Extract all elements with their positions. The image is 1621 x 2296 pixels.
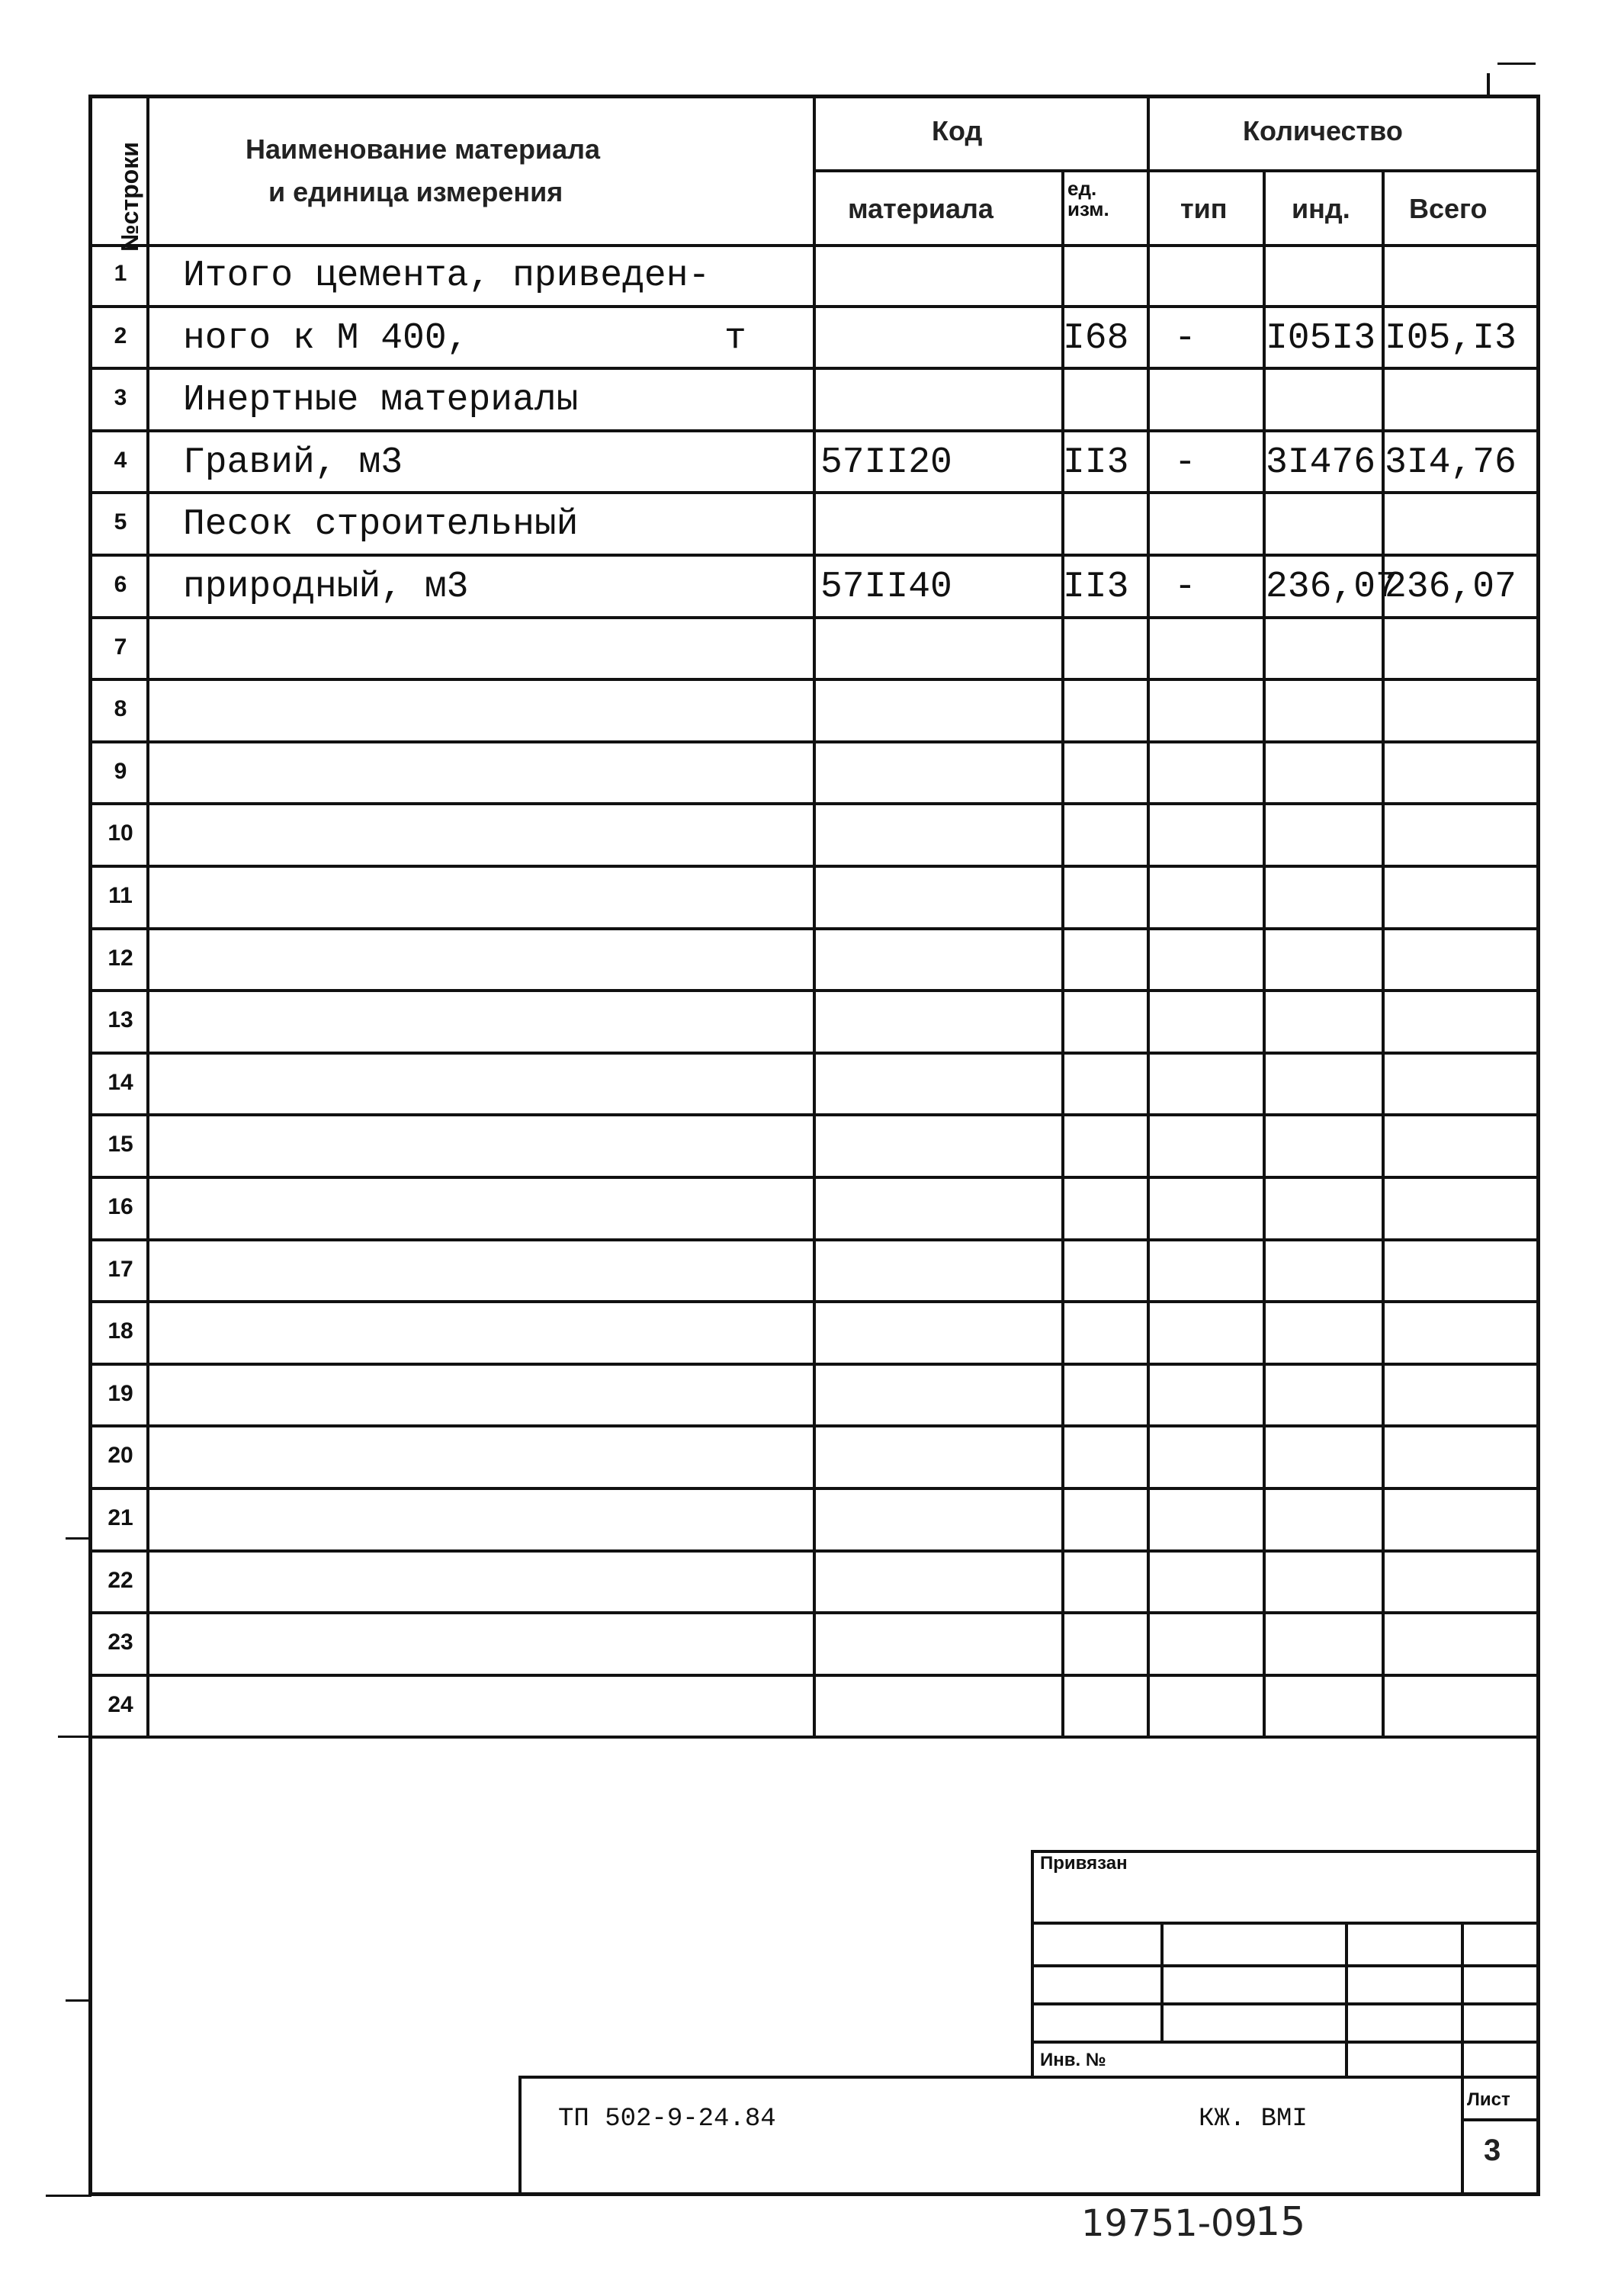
inventory-number-label: Инв. № [1040, 2050, 1106, 2070]
corner-mark [1487, 73, 1490, 95]
column-line [1061, 169, 1064, 1737]
column-line [1382, 169, 1385, 1737]
quantity-type-header: тип [1180, 193, 1228, 224]
unit-code: I68 [1063, 317, 1129, 359]
row-number: 22 [108, 1567, 133, 1593]
quantity-ind-header: инд. [1292, 193, 1350, 224]
corner-mark [1497, 63, 1536, 65]
quantity-type: - [1174, 442, 1196, 483]
material-code: 57II40 [820, 567, 952, 608]
stamp-line [1345, 1922, 1348, 2076]
unit-code: II3 [1063, 567, 1129, 608]
row-number: 10 [108, 820, 133, 846]
row-number: 5 [114, 509, 127, 535]
name-header-line2: и единица измерения [268, 176, 563, 207]
unit-code: II3 [1063, 442, 1129, 483]
column-line [146, 95, 149, 1737]
row-number: 18 [108, 1318, 133, 1344]
row-number: 16 [108, 1194, 133, 1219]
quantity-total: 3I4,76 [1385, 442, 1517, 483]
unit-suffix: т [724, 317, 746, 359]
row-number: 23 [108, 1630, 133, 1655]
row-number: 4 [114, 447, 127, 473]
row-number: 12 [108, 945, 133, 971]
material-name: природный, м3 [183, 567, 469, 608]
row-number: 19 [108, 1380, 133, 1406]
quantity-group-header: Количество [1243, 115, 1403, 146]
code-group-header: Код [932, 115, 983, 146]
document-mark: КЖ. ВМI [1199, 2105, 1308, 2134]
row-number: 13 [108, 1007, 133, 1033]
row-number: 15 [108, 1132, 133, 1158]
row-number: 9 [114, 758, 127, 784]
quantity-total-header: Всего [1409, 193, 1488, 224]
quantity-ind: I05I3 [1266, 317, 1376, 359]
margin-tick [66, 1537, 91, 1540]
row-number: 20 [108, 1443, 133, 1469]
stamp-line [1160, 1922, 1164, 2041]
row-number: 17 [108, 1256, 133, 1282]
code-material-header: материала [848, 193, 993, 224]
document-code: ТП 502-9-24.84 [558, 2105, 776, 2134]
attached-label: Привязан [1040, 1853, 1128, 1874]
column-line [813, 95, 816, 1737]
archive-number: 19751-09 [1081, 2202, 1258, 2245]
material-name: Итого цемента, приведен- [183, 255, 711, 297]
row-number: 14 [108, 1069, 133, 1095]
quantity-total: I05,I3 [1385, 317, 1517, 359]
row-number: 2 [114, 323, 127, 348]
quantity-total: 236,07 [1385, 567, 1517, 608]
column-line [1263, 169, 1266, 1737]
margin-tick [46, 2195, 91, 2197]
row-number: 6 [114, 572, 127, 597]
quantity-type: - [1174, 317, 1196, 359]
stamp-line [1031, 1850, 1034, 2076]
stamp-rule [1461, 2118, 1540, 2121]
quantity-type: - [1174, 567, 1196, 608]
sheet-label: Лист [1467, 2089, 1510, 2110]
material-name: Гравий, м3 [183, 442, 403, 483]
quantity-ind: 236,07 [1266, 567, 1398, 608]
row-number: 21 [108, 1505, 133, 1530]
row-number: 7 [114, 634, 127, 660]
header-divider [813, 169, 1540, 172]
stamp-line [1461, 1922, 1464, 2193]
material-code: 57II20 [820, 442, 952, 483]
row-number: 3 [114, 385, 127, 411]
row-number-header: №строки [116, 142, 143, 252]
row-number: 24 [108, 1691, 133, 1717]
quantity-ind: 3I476 [1266, 442, 1376, 483]
margin-tick [58, 1736, 91, 1738]
material-name: ного к М 400, [183, 317, 469, 359]
material-name: Песок строительный [183, 504, 579, 546]
row-number: 8 [114, 696, 127, 722]
stamp-line [518, 2076, 522, 2193]
name-header-line1: Наименование материала [246, 133, 600, 165]
column-line [1147, 95, 1150, 1737]
material-name: Инертные материалы [183, 380, 579, 422]
code-unit-header: ед. изм. [1067, 177, 1109, 221]
stamp-rule [518, 2076, 1540, 2079]
row-number: 11 [108, 883, 133, 908]
margin-tick [66, 1999, 91, 2002]
sheet-number: 3 [1484, 2134, 1501, 2167]
page-number: 15 [1255, 2199, 1306, 2245]
row-number: 1 [114, 261, 127, 286]
